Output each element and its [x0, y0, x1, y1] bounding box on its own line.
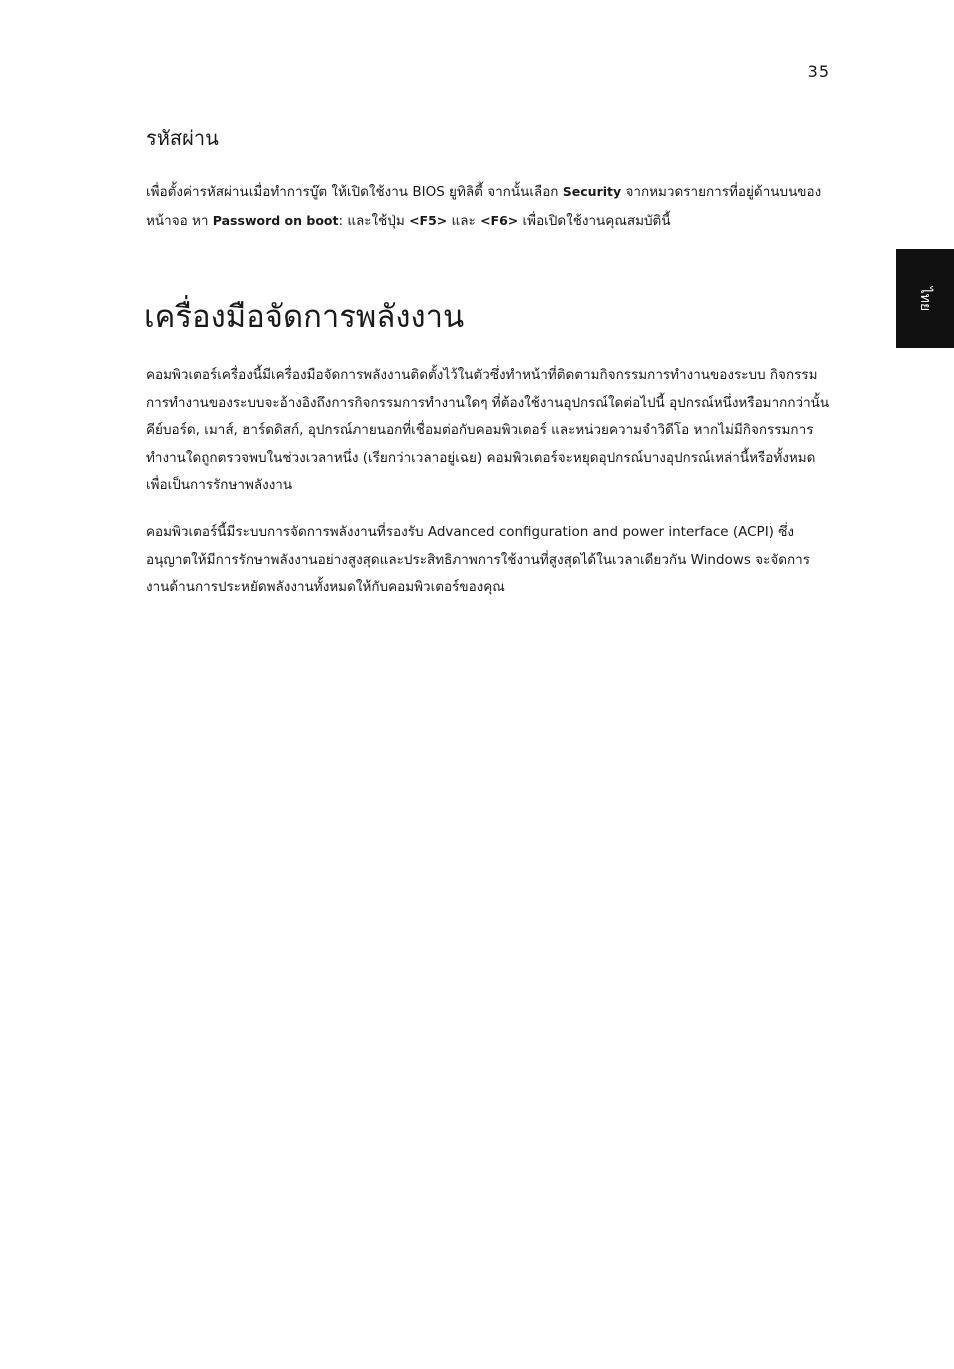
- password-paragraph: [146, 178, 830, 235]
- text-run: เพื่อตั้งค่ารหัสผ่านเมื่อทำการบู๊ต ให้เปิดใช้งาน BIOS ยูทิลิตี้ จากนั้นเลือก: [146, 184, 563, 200]
- text-run: จากหมวดรายการที่อยู่ด้านบนของหน้าจอ หา: [146, 184, 822, 229]
- text-run: : และใช้ปุ่ม: [338, 212, 410, 229]
- language-tab-label: ไทย: [917, 286, 933, 311]
- bold-key-f5: <F5>: [409, 212, 448, 228]
- text-run: และ: [447, 212, 481, 229]
- power-section-title: เครื่องมือจัดการพลังงาน: [144, 299, 465, 335]
- password-section-title: รหัสผ่าน: [146, 126, 219, 150]
- page-number: 35: [807, 62, 830, 81]
- bold-key-f6: <F6>: [480, 212, 519, 228]
- power-paragraph-1: คอมพิวเตอร์เครื่องนี้มีเครื่องมือจัดการพลังงานติดตั้งไว้ในตัวซึ่งทำหน้าที่ติดตามกิจกรรมการทำงานของระบบ กิจกรรมการทำงานของระบบจะอ้างอิงถึงการกิจกรรมการทำงานใดๆ ที่ต้องใช้งานอุปกรณ์ใดต่อไปนี้ อุปกรณ์หนึ่งหรือมากกว่านั้น คีย์บอร์ด, เมาส์, ฮาร์ดดิสก์, อุปกรณ์ภายนอกที่เชื่อมต่อกับคอมพิวเตอร์ และหน่วยความจำวิดีโอ หากไม่มีกิจกรรมการทำงานใดถูกตรวจพบในช่วงเวลาหนึ่ง (เรียกว่าเวลาอยู่เฉย) คอมพิวเตอร์จะหยุดอุปกรณ์บางอุปกรณ์เหล่านี้หรือทั้งหมดเพื่อเป็นการรักษาพลังงาน: [146, 367, 830, 493]
- bold-term-security: Security: [562, 184, 622, 199]
- language-tab: [896, 249, 954, 348]
- power-paragraph-2: คอมพิวเตอร์นี้มีระบบการจัดการพลังงานที่รองรับ Advanced configuration and power interface (ACPI) ซึ่งอนุญาตให้มีการรักษาพลังงานอย่างสูงสุดและประสิทธิภาพการใช้งานที่สูงสุดได้ในเวลาเดียวกัน Windows จะจัดการงานด้านการประหยัดพลังงานทั้งหมดให้กับคอมพิวเตอร์ของคุณ: [146, 524, 811, 595]
- text-run: เพื่อเปิดใช้งานคุณสมบัตินี้: [518, 212, 671, 229]
- bold-term-password-on-boot: Password on boot: [212, 212, 339, 228]
